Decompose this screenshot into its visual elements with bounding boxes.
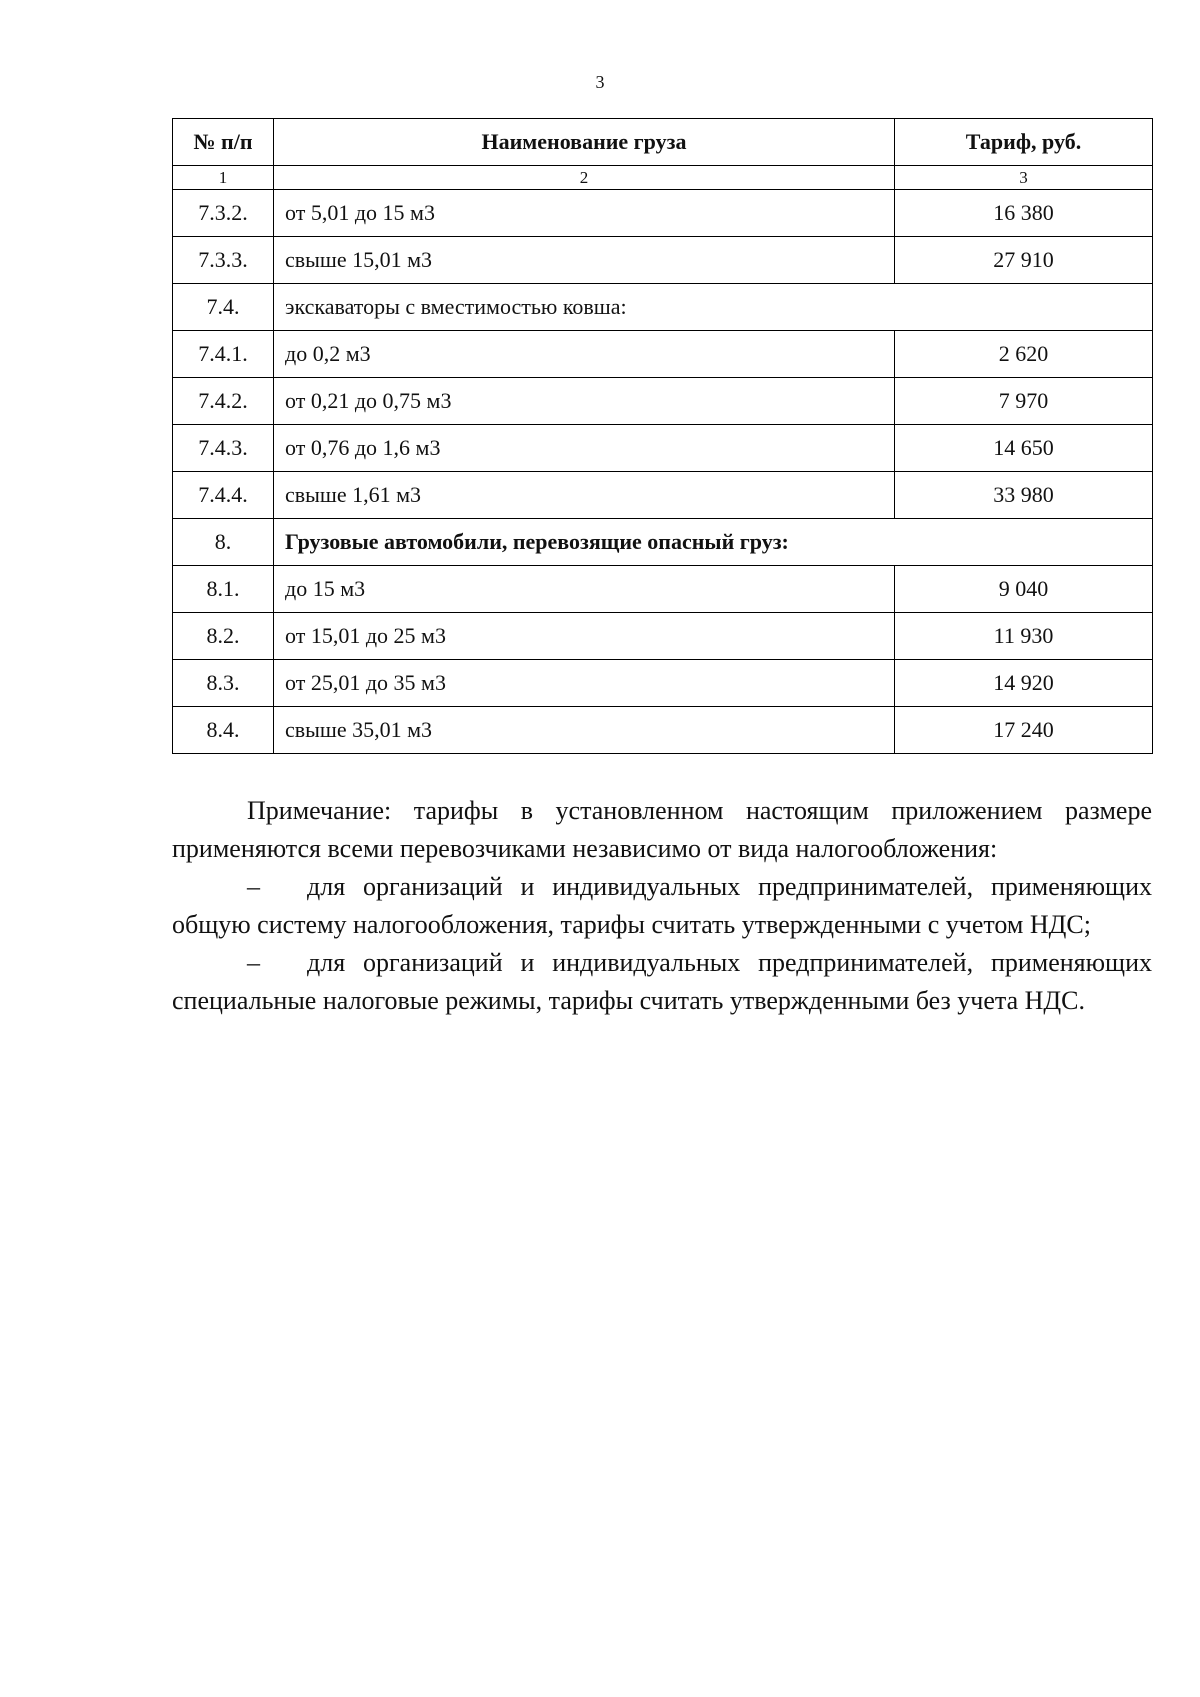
row-number: 8.4. bbox=[173, 707, 274, 754]
table-row bbox=[173, 472, 1153, 519]
row-number: 8. bbox=[173, 519, 274, 566]
table-row bbox=[173, 331, 1153, 378]
tariff-value: 33 980 bbox=[895, 472, 1153, 519]
note-block bbox=[172, 792, 1152, 1020]
row-number: 7.3.2. bbox=[173, 190, 274, 237]
table-row bbox=[173, 707, 1153, 754]
column-number: 1 bbox=[173, 166, 274, 190]
tariff-value: 7 970 bbox=[895, 378, 1153, 425]
table-row bbox=[173, 613, 1153, 660]
tariff-value: 16 380 bbox=[895, 190, 1153, 237]
tariff-value: 2 620 bbox=[895, 331, 1153, 378]
note-list-item bbox=[172, 868, 1152, 944]
table-header-row bbox=[173, 119, 1153, 166]
note-list-item bbox=[172, 944, 1152, 1020]
cargo-name: свыше 1,61 м3 bbox=[274, 472, 895, 519]
cargo-name: до 15 м3 bbox=[274, 566, 895, 613]
table-row bbox=[173, 566, 1153, 613]
cargo-name: от 0,76 до 1,6 м3 bbox=[274, 425, 895, 472]
tariff-value: 17 240 bbox=[895, 707, 1153, 754]
cargo-name: свыше 35,01 м3 bbox=[274, 707, 895, 754]
cargo-name: от 15,01 до 25 м3 bbox=[274, 613, 895, 660]
tariff-value: 11 930 bbox=[895, 613, 1153, 660]
row-number: 8.2. bbox=[173, 613, 274, 660]
cargo-name: от 25,01 до 35 м3 bbox=[274, 660, 895, 707]
section-row bbox=[173, 284, 1153, 331]
table-row bbox=[173, 190, 1153, 237]
tariff-value: 27 910 bbox=[895, 237, 1153, 284]
tariff-table bbox=[172, 118, 1153, 754]
table-row bbox=[173, 660, 1153, 707]
header-tariff: Тариф, руб. bbox=[895, 119, 1153, 166]
tariff-value: 9 040 bbox=[895, 566, 1153, 613]
note-item-text: для организаций и индивидуальных предпринимателей, применяющих специальные налоговые режимы, тарифы считать утвержденными без учета НДС. bbox=[172, 948, 1152, 1015]
row-number: 8.3. bbox=[173, 660, 274, 707]
table-row bbox=[173, 425, 1153, 472]
tariff-value: 14 650 bbox=[895, 425, 1153, 472]
row-number: 7.4.2. bbox=[173, 378, 274, 425]
table-row bbox=[173, 237, 1153, 284]
cargo-name: свыше 15,01 м3 bbox=[274, 237, 895, 284]
note-item-text: для организаций и индивидуальных предпринимателей, применяющих общую систему налогообложения, тарифы считать утвержденными с учетом НДС; bbox=[172, 872, 1152, 939]
cargo-name: от 0,21 до 0,75 м3 bbox=[274, 378, 895, 425]
cargo-name: от 5,01 до 15 м3 bbox=[274, 190, 895, 237]
cargo-name: экскаваторы с вместимостью ковша: bbox=[274, 284, 1153, 331]
row-number: 8.1. bbox=[173, 566, 274, 613]
row-number: 7.4.1. bbox=[173, 331, 274, 378]
row-number: 7.3.3. bbox=[173, 237, 274, 284]
tariff-value: 14 920 bbox=[895, 660, 1153, 707]
column-number: 3 bbox=[895, 166, 1153, 190]
row-number: 7.4.4. bbox=[173, 472, 274, 519]
column-numbers-row bbox=[173, 166, 1153, 190]
section-row bbox=[173, 519, 1153, 566]
row-number: 7.4. bbox=[173, 284, 274, 331]
note-paragraph: Примечание: тарифы в установленном настоящим приложением размере применяются всеми перевозчиками независимо от вида налогообложения: bbox=[172, 796, 1152, 863]
header-cargo-name: Наименование груза bbox=[274, 119, 895, 166]
table-row bbox=[173, 378, 1153, 425]
header-number: № п/п bbox=[173, 119, 274, 166]
row-number: 7.4.3. bbox=[173, 425, 274, 472]
cargo-name: до 0,2 м3 bbox=[274, 331, 895, 378]
column-number: 2 bbox=[274, 166, 895, 190]
cargo-name: Грузовые автомобили, перевозящие опасный груз: bbox=[274, 519, 1153, 566]
dash-marker: – bbox=[247, 948, 260, 977]
page-number: 3 bbox=[595, 72, 605, 92]
dash-marker: – bbox=[247, 872, 260, 901]
